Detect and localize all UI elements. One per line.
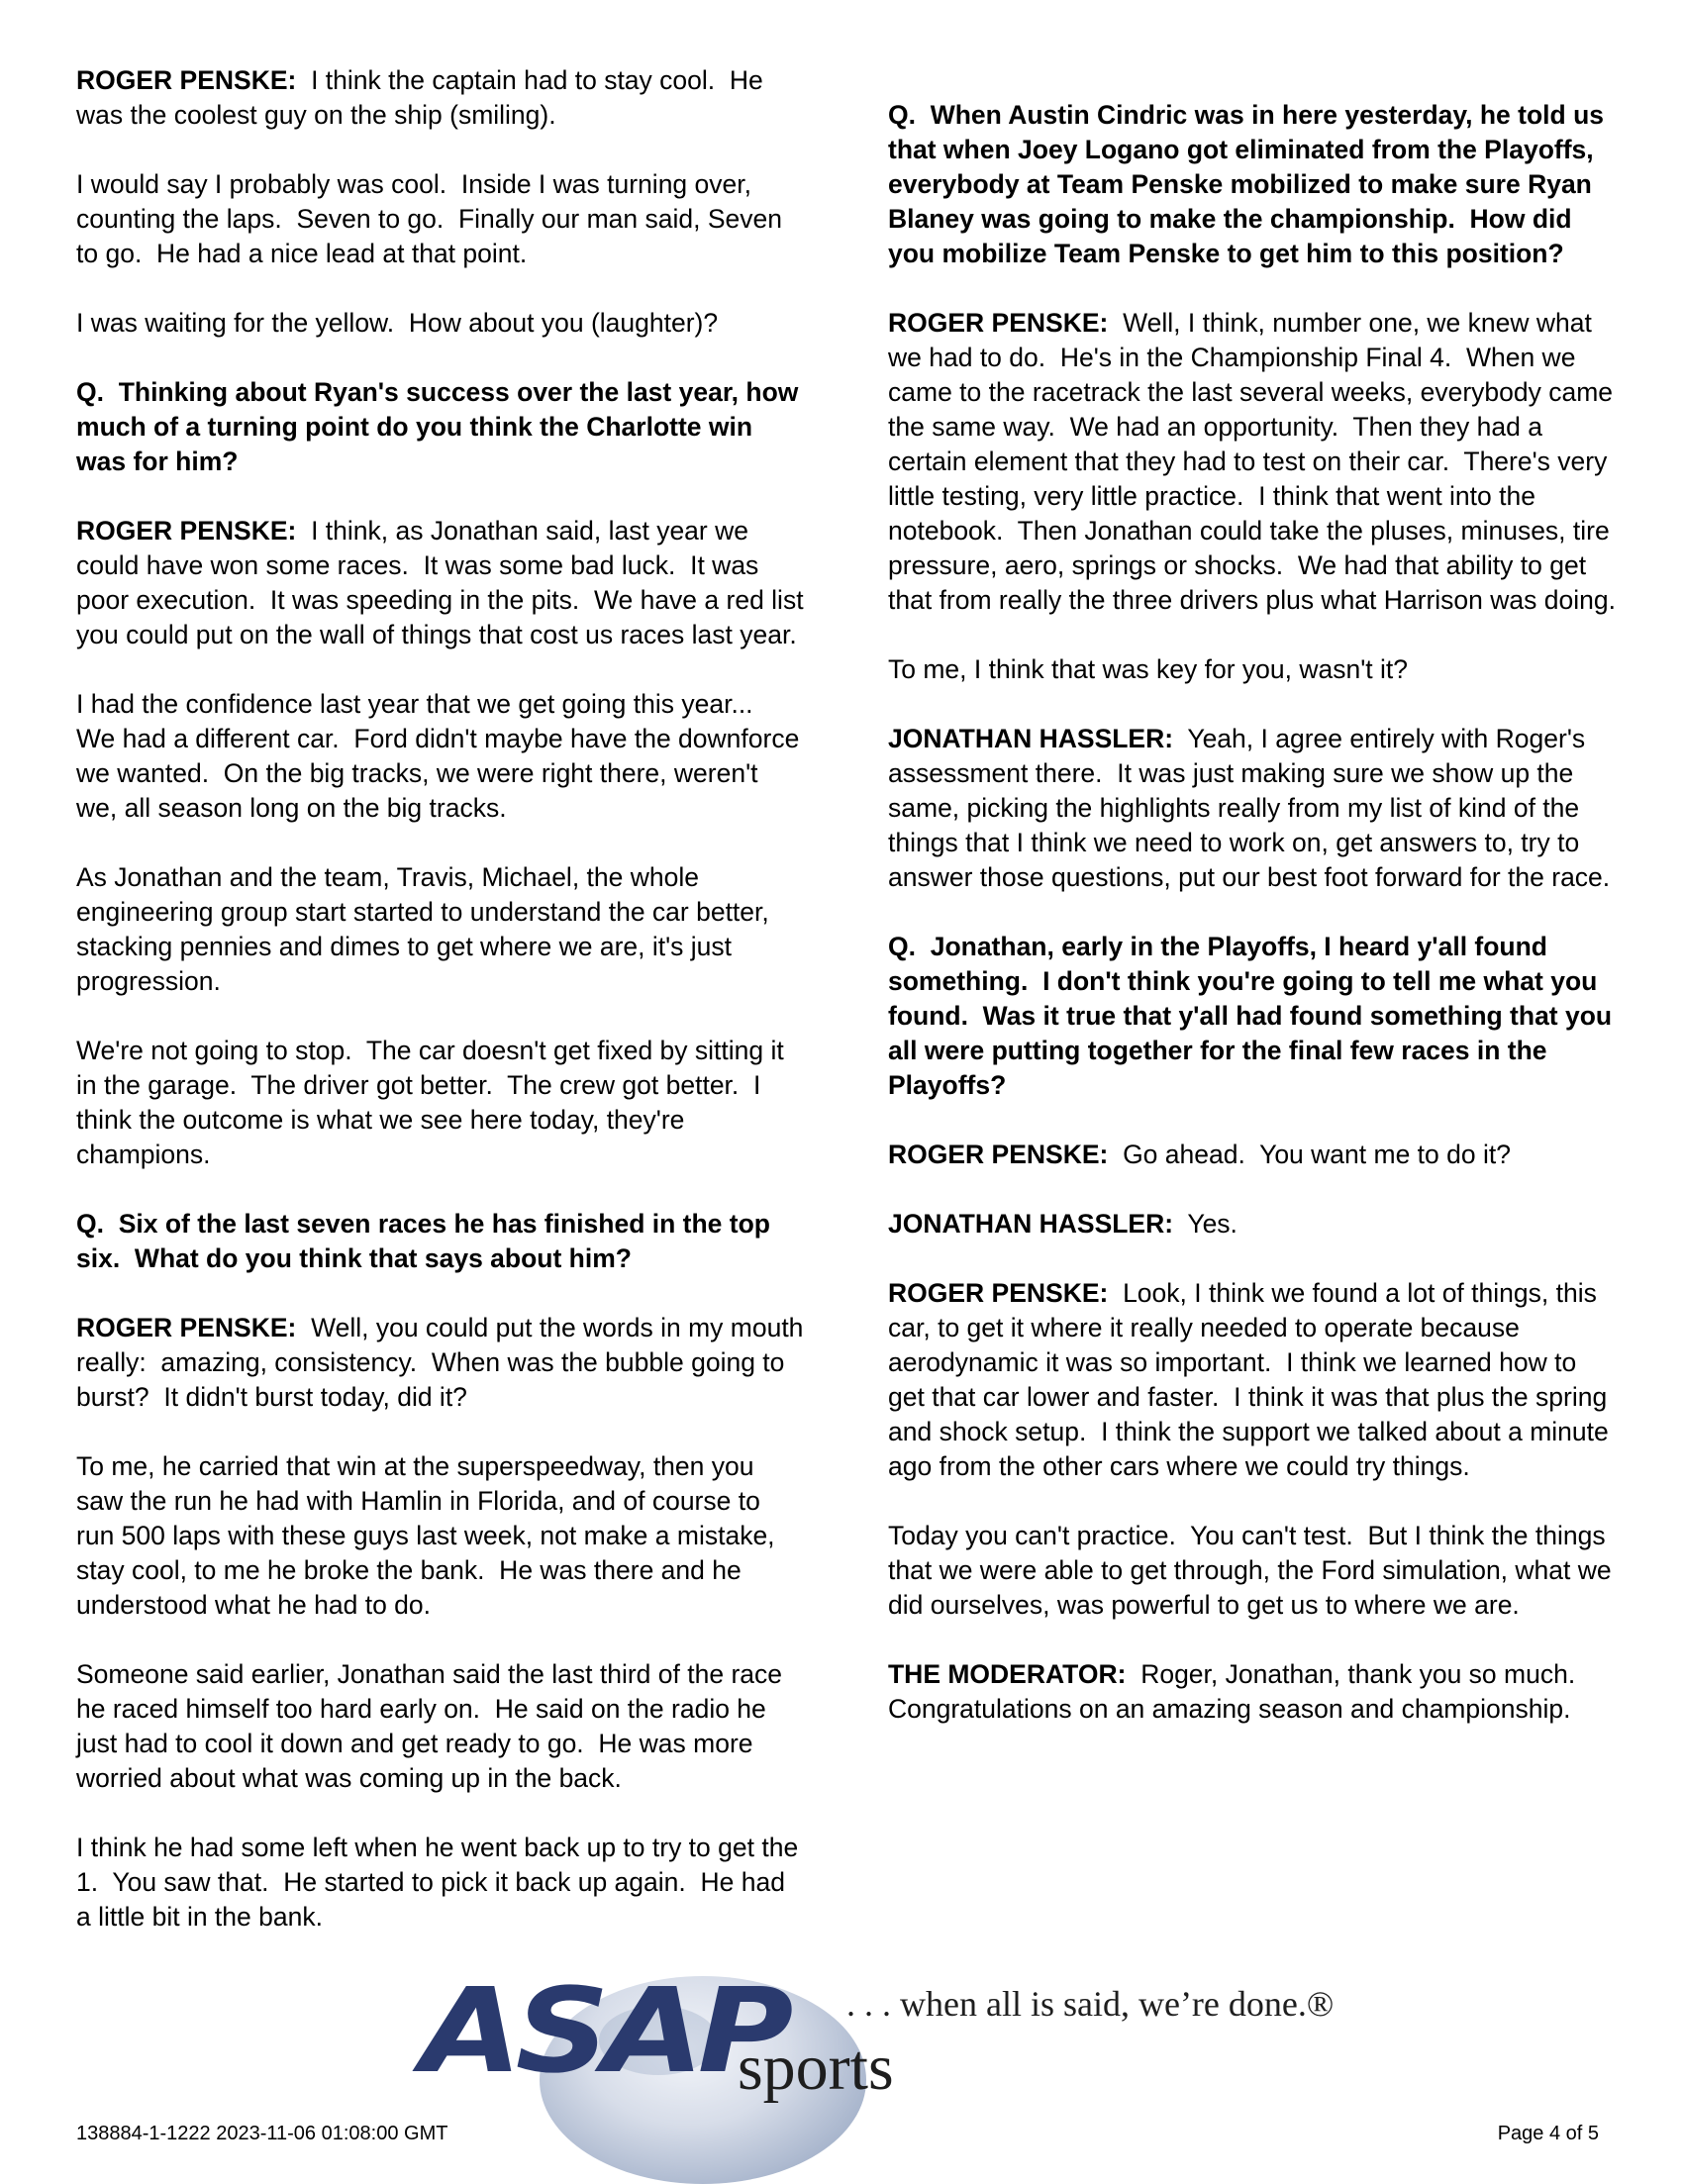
answer-text: Well, I think, number one, we knew what we had to do. He's in the Championship Final 4. When we came to the racetrack the last several weeks, everybody came the same way. We had an opportunity. Then they had a certain element that they had to test on their car. There's very little testing, very little practice. I think that went into the notebook. Then Jonathan could take the pluses, minuses, tire pressure, aero, springs or shocks. We had that ability to get that from really the three drivers plus what Harrison was doing. [888,308,1621,615]
speaker-name: ROGER PENSKE: [888,1278,1109,1308]
page-number: Page 4 of 5 [1497,2123,1599,2144]
continuation-paragraph: I was waiting for the yellow. How about you (laughter)? [76,308,719,338]
speaker-name: ROGER PENSKE: [888,308,1109,338]
continuation-paragraph: I think he had some left when he went back up to try to get the 1. You saw that. He started to pick it back up again. He had a little bit in the bank. [76,1833,806,1932]
answer-text: Well, you could put the words in my mouth really: amazing, consistency. When was the bubble going to burst? It didn't burst today, did it? [76,1313,811,1412]
speaker-name: ROGER PENSKE: [76,65,297,95]
right-column [888,98,1621,1727]
continuation-paragraph: We're not going to stop. The car doesn't get fixed by sitting it in the garage. The driver got better. The crew got better. I think the outcome is what we see here today, they're champions. [76,1036,792,1169]
answer-text: I think the captain had to stay cool. He was the coolest guy on the ship (smiling). [76,65,771,130]
answer-paragraph [888,722,1616,895]
answer-paragraph [888,1276,1616,1484]
answer-text: Yeah, I agree entirely with Roger's assessment there. It was just making sure we show up the same, picking the highlights really from my list of kind of the things that I think we need to work on, get answers to, try to answer those questions, put our best foot forward for the race. [888,724,1611,892]
question-paragraph: Q. Six of the last seven races he has finished in the top six. What do you think that says about him? [76,1209,778,1273]
answer-paragraph [888,1207,1616,1241]
answer-paragraph [76,63,804,133]
answer-paragraph [76,514,811,652]
answer-text: Look, I think we found a lot of things, this car, to get it where it really needed to operate because aerodynamic it was so important. I think we learned how to get that car lower and faster. I think it was that plus the spring and shock setup. I think the support we talked about a minute ago from the other cars where we could try things. [888,1278,1617,1481]
logo-brand: ASAP [421,1962,787,2099]
continuation-paragraph: I had the confidence last year that we get going this year... We had a different car. Ford didn't maybe have the downforce we wanted. On the big tracks, we were right there, weren't we, all season long on the big tracks. [76,689,807,823]
answer-paragraph [888,1138,1616,1172]
answer-paragraph [888,1657,1616,1727]
question-paragraph: Q. Thinking about Ryan's success over the last year, how much of a turning point do you think the Charlotte win was for him? [76,377,806,476]
logo-tagline: . . . when all is said, we’re done.® [846,1984,1335,2024]
continuation-paragraph: To me, he carried that win at the superspeedway, then you saw the run he had with Hamlin in Florida, and of course to run 500 laps with these guys last week, not make a mistake, stay cool, to me he broke the bank. He was there and he understood what he had to do. [76,1451,782,1620]
answer-text: I think, as Jonathan said, last year we could have won some races. It was some bad luck. It was poor execution. It was speeding in the pits. We have a red list you could put on the wall of things that cost us races last year. [76,516,811,649]
answer-text: Yes. [1173,1209,1238,1239]
speaker-name: THE MODERATOR: [888,1659,1127,1689]
speaker-name: JONATHAN HASSLER: [888,1209,1174,1239]
continuation-paragraph: As Jonathan and the team, Travis, Michael, the whole engineering group start started to understand the car better, stacking pennies and dimes to get where we are, it's just progression. [76,862,777,996]
speaker-name: ROGER PENSKE: [888,1140,1109,1169]
continuation-paragraph: I would say I probably was cool. Inside I was turning over, counting the laps. Seven to go. Finally our man said, Seven to go. He had a nice lead at that point. [76,169,790,268]
speaker-name: ROGER PENSKE: [76,1313,297,1342]
logo-brand-sub: sports [738,2032,894,2104]
continuation-paragraph: Today you can't practice. You can't test. But I think the things that we were able to get through, the Ford simulation, what we did ourselves, was powerful to get us to where we are. [888,1521,1620,1620]
answer-text: Go ahead. You want me to do it? [1108,1140,1511,1169]
question-paragraph: Q. When Austin Cindric was in here yesterday, he told us that when Joey Logano got eliminated from the Playoffs, everybody at Team Penske mobilized to make sure Ryan Blaney was going to make the championship. How did you mobilize Team Penske to get him to this position? [888,100,1612,268]
question-paragraph: Q. Jonathan, early in the Playoffs, I heard y'all found something. I don't think you're going to tell me what you found. Was it true that y'all had found something that you all were putting together for the final few races in the Playoffs? [888,932,1620,1100]
speaker-name: ROGER PENSKE: [76,516,297,546]
continuation-paragraph: Someone said earlier, Jonathan said the last third of the race he raced himself too hard early on. He said on the radio he just had to cool it down and get ready to go. He was more worried about what was coming up in the back. [76,1659,790,1793]
asap-sports-logo [421,1962,1335,2119]
left-column [76,63,811,1935]
answer-text: Roger, Jonathan, thank you so much. Congratulations on an amazing season and championship. [888,1659,1590,1724]
answer-paragraph [76,1311,811,1415]
continuation-paragraph: To me, I think that was key for you, wasn't it? [888,654,1408,684]
speaker-name: JONATHAN HASSLER: [888,724,1174,753]
document-id: 138884-1-1222 2023-11-06 01:08:00 GMT [76,2123,448,2144]
answer-paragraph [888,306,1621,618]
